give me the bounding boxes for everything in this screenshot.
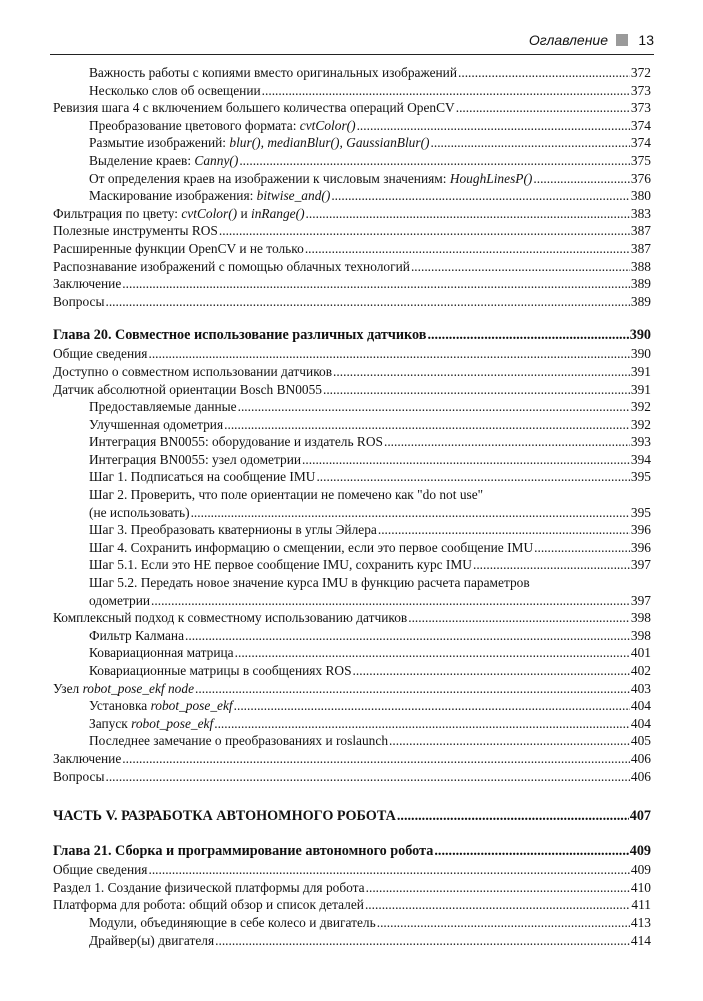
toc-entry[interactable]: Ковариационная матрица ..... 401 <box>53 644 651 662</box>
toc-entry-first-line[interactable]: Шаг 5.2. Передать новое значение курса IMU в функцию расчета параметров <box>89 575 530 591</box>
toc-chapter-21[interactable]: Глава 21. Сборка и программирование автономного робота ..... 409 <box>53 841 651 861</box>
header-divider <box>50 54 654 55</box>
toc-entry[interactable]: Маскирование изображения: bitwise_and() ..... 380 <box>53 187 651 205</box>
toc-entry[interactable]: Заключение ..... 406 <box>53 750 651 768</box>
toc-entry[interactable]: Фильтрация по цвету: cvtColor() и inRange() ..... 383 <box>53 205 651 223</box>
toc-entry[interactable]: Общие сведения ..... 390 <box>53 345 651 363</box>
toc-entry[interactable]: (не использовать) ..... 395 <box>53 504 651 522</box>
toc-entry[interactable]: Общие сведения ..... 409 <box>53 861 651 879</box>
header-title: Оглавление <box>528 32 608 48</box>
toc-entry[interactable]: Платформа для робота: общий обзор и список деталей ..... 411 <box>53 896 651 914</box>
toc-entry[interactable]: Раздел 1. Создание физической платформы для робота ..... 410 <box>53 879 651 897</box>
toc-entry[interactable]: Вопросы ..... 406 <box>53 768 651 786</box>
header-page-number: 13 <box>638 32 654 48</box>
toc-entry[interactable]: Интеграция BN0055: оборудование и издатель ROS ..... 393 <box>53 433 651 451</box>
toc-entry[interactable]: Последнее замечание о преобразованиях и roslaunch ..... 405 <box>53 732 651 750</box>
toc-entry[interactable]: Установка robot_pose_ekf ..... 404 <box>53 697 651 715</box>
toc-entry[interactable]: Датчик абсолютной ориентации Bosch BN0055 ..... 391 <box>53 381 651 399</box>
toc-entry[interactable]: Заключение ..... 389 <box>53 275 651 293</box>
toc-entry[interactable]: Вопросы ..... 389 <box>53 293 651 311</box>
toc-entry[interactable]: Важность работы с копиями вместо оригинальных изображений ..... 372 <box>53 64 651 82</box>
toc-chapter-20[interactable]: Глава 20. Совместное использование различных датчиков ..... 390 <box>53 325 651 345</box>
toc-entry[interactable]: Предоставляемые данные ..... 392 <box>53 398 651 416</box>
toc-entry[interactable]: Несколько слов об освещении ..... 373 <box>53 82 651 100</box>
running-header <box>50 30 654 50</box>
toc-entry[interactable]: Фильтр Калмана ..... 398 <box>53 627 651 645</box>
toc-entry-first-line[interactable]: Шаг 2. Проверить, что поле ориентации не помечено как "do not use" <box>89 487 484 503</box>
toc-entry[interactable]: Шаг 4. Сохранить информацию о смещении, если это первое сообщение IMU ..... 396 <box>53 539 651 557</box>
toc-entry[interactable]: Доступно о совместном использовании датчиков ..... 391 <box>53 363 651 381</box>
toc-entry[interactable]: Комплексный подход к совместному использованию датчиков ..... 398 <box>53 609 651 627</box>
toc-entry[interactable]: Расширенные функции OpenCV и не только ..... 387 <box>53 240 651 258</box>
toc-entry[interactable]: одометрии ..... 397 <box>53 592 651 610</box>
toc-entry[interactable]: Модули, объединяющие в себе колесо и двигатель ..... 413 <box>53 914 651 932</box>
toc-entry[interactable]: Узел robot_pose_ekf node ..... 403 <box>53 680 651 698</box>
toc-entry[interactable]: Преобразование цветового формата: cvtColor() ..... 374 <box>53 117 651 135</box>
table-of-contents <box>53 64 651 949</box>
toc-entry[interactable]: Драйвер(ы) двигателя ..... 414 <box>53 932 651 950</box>
toc-entry[interactable]: Запуск robot_pose_ekf ..... 404 <box>53 715 651 733</box>
toc-entry[interactable]: Ревизия шага 4 с включением большего количества операций OpenCV ..... 373 <box>53 99 651 117</box>
toc-entry[interactable]: Шаг 1. Подписаться на сообщение IMU ..... 395 <box>53 468 651 486</box>
toc-entry[interactable]: Интеграция BN0055: узел одометрии ..... 394 <box>53 451 651 469</box>
toc-entry[interactable]: Шаг 5.1. Если это НЕ первое сообщение IMU, сохранить курс IMU ..... 397 <box>53 556 651 574</box>
toc-entry[interactable]: От определения краев на изображении к числовым значениям: HoughLinesP() ..... 376 <box>53 170 651 188</box>
header-square-icon <box>616 34 628 46</box>
toc-entry[interactable]: Распознавание изображений с помощью облачных технологий ..... 388 <box>53 258 651 276</box>
toc-entry[interactable]: Полезные инструменты ROS ..... 387 <box>53 222 651 240</box>
toc-entry[interactable]: Улучшенная одометрия ..... 392 <box>53 416 651 434</box>
toc-entry[interactable]: Шаг 3. Преобразовать кватернионы в углы Эйлера ..... 396 <box>53 521 651 539</box>
toc-entry[interactable]: Ковариационные матрицы в сообщениях ROS ..... 402 <box>53 662 651 680</box>
toc-entry[interactable]: Выделение краев: Canny() ..... 375 <box>53 152 651 170</box>
toc-part-5[interactable]: ЧАСТЬ V. РАЗРАБОТКА АВТОНОМНОГО РОБОТА ..... 407 <box>53 806 651 826</box>
toc-entry[interactable]: Размытие изображений: blur(), medianBlur(), GaussianBlur() ..... 374 <box>53 134 651 152</box>
